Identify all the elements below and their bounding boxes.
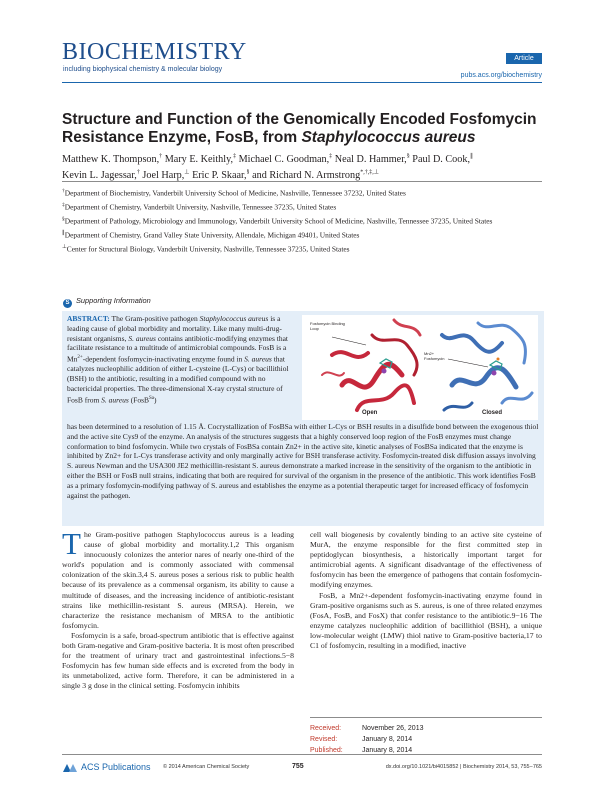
affiliation-divider [62,181,542,182]
footer-divider [62,754,542,755]
page-number: 755 [292,763,304,770]
author[interactable]: Mary E. Keithly,‡ [164,154,237,166]
affiliation: †Department of Biochemistry, Vanderbilt University School of Medicine, Nashville, Tennessee 37232, United States [62,188,406,198]
body-paragraph: Fosfomycin is a safe, broad-spectrum antibiotic that is effective against both Gram-negative and Gram-positive bacteria. It is most often prescribed for the treatment of urinary tract and gastrointestinal infections.5−8 Fosfomycin has few human side effects and is excreted from the body in its unmetabolized, active form. Therefore, it can be administered in a single 3 g dose in the clinical setting. Fosfomycin inhibits [62,630,294,691]
body-paragraph: The Gram-positive pathogen Staphylococcus aureus is a leading cause of global morbidity and mortality.1,2 This organism innocuously colonizes the anterior nares of nearly one-third of the world's population and is commonly associated with commensal colonization of the skin.3,4 S. aureus poses a serious risk to public health because of its prevalence as a commensal organism, its ability to cause a multitude of diseases, and the increasing incidence of antibiotic-resistant strains like methicillin-resistant S. aureus (MRSA). Herein, we characterize the resistance mechanism of MRSA to the antibiotic fosfomycin. [62,526,294,630]
article-type-badge: Article [506,53,542,64]
author-list [62,151,547,182]
fosfomycin-binding-loop-label: Fosfomycin Binding Loop [310,321,345,331]
paper-title-main: Structure and Function of the Genomically Encoded Fosfomycin Resistance Enzyme, FosB, from [62,111,537,146]
history-revised: Revised: January 8, 2014 [310,736,413,743]
abstract-text-lower: has been determined to a resolution of 1.15 Å. Cocrystallization of FosBSa with either L-Cys or BSH results in a disulfide bond between the exogenous thiol and the active site Cys9 of the enzyme. An analysis of the structures suggests that a highly conserved loop region of the FosB enzymes must change conformation to bind fosfomycin. While two crystals of FosBSa contain Zn2+ in the active site, kinetic analyses of FosBSa indicated that the enzyme is inhibited by Zn2+ for L-Cys transferase activity and only marginally active for BSH transferase activity. Fosfomycin-treated disk diffusion assays involving S. aureus Newman and the USA300 JE2 methicillin-resistant S. aureus demonstrate a marked increase in the sensitivity of the organism to the antibiotic in either the BSH or FosB null strains, indicating that both are required for survival of the organism in the presence of the antibiotic. This work identifies FosB as a primary fosfomycin-modifying pathway of S. aureus and establishes the enzyme as a potential therapeutic target for increased efficacy of fosfomycin against the pathogen. [67,422,539,500]
body-column-right [310,530,542,651]
affiliation-list [62,186,542,256]
journal-url-link[interactable]: pubs.acs.org/biochemistry [460,72,542,79]
mn-fosfomycin-label: Mn2+ Fosfomycin [424,351,445,361]
history-received: Received: November 26, 2013 [310,725,424,732]
publication-history [310,723,423,756]
author[interactable]: Joel Harp,⊥ [142,169,190,181]
author[interactable]: Eric P. Skaar,§ [192,169,250,181]
journal-subtitle: including biophysical chemistry & molecular biology [63,66,223,73]
doi-citation-link[interactable]: dx.doi.org/10.1021/bi4015852 | Biochemistry 2014, 53, 755−765 [385,764,542,770]
paper-title [62,111,542,147]
acs-publications-logo[interactable]: ACS Publications [62,761,151,773]
history-published: Published: January 8, 2014 [310,747,413,754]
abstract-text-upper: ABSTRACT: The Gram-positive pathogen Staphylococcus aureus is a leading cause of global morbidity and mortality. Like many multi-drug-resistant organisms, S. aureus contains antibiotic-modifying enzymes that facilitate resistance to a multitude of antimicrobial compounds. FosB is a $Mn^{2+}$-dependent fosfomycin-inactivating enzyme found in S. aureus that catalyzes nucleophilic addition of either L-cysteine (L-Cys) or bacillithiol (BSH) to the antibiotic, resulting in a modified compound with no bactericidal properties. The three-dimensional X-ray crystal structure of FosB from S. aureus (FosB$^{Sa}$) [67,314,289,405]
affiliation: ∥Department of Chemistry, Grand Valley State University, Allendale, Michigan 49401, United States [62,229,360,240]
author[interactable]: and Richard N. Armstrong*,†,‡,⊥ [252,169,379,181]
copyright-notice: © 2014 American Chemical Society [163,764,250,770]
author[interactable]: Neal D. Hammer,§ [334,154,410,166]
author[interactable]: Matthew K. Thompson,† [62,154,163,166]
author[interactable]: Kevin L. Jagessar,† [62,169,140,181]
affiliation: §Department of Pathology, Microbiology and Immunology, Vanderbilt University School of Medicine, Nashville, Tennessee 37235, United States [62,215,493,226]
supporting-info-icon: S [63,299,72,308]
journal-title: BIOCHEMISTRY [62,39,247,65]
body-column-left [62,526,294,692]
affiliation: ‡Department of Chemistry, Vanderbilt University, Nashville, Tennessee 37235, United States [62,201,337,212]
acs-logo-icon [62,761,78,773]
body-paragraph: FosB, a Mn2+-dependent fosfomycin-inactivating enzyme found in Gram-positive organisms such as S. aureus, is one of three related enzymes (FosA, FosB, and FosX) that confer resistance to the antibiotic.9−16 The enzyme catalyzes nucleophilic addition of bacillithiol (BSH), a unique low-molecular weight (LMW) thiol native to Gram-positive bacteria,17 to C1 of fosfomycin, resulting in a modified, inactive [310,590,542,651]
open-state-label: Open [362,410,378,416]
history-divider [310,717,542,718]
affiliation: ⊥Center for Structural Biology, Vanderbilt University, Nashville, Tennessee 37235, United States [62,243,350,254]
paper-title-species: Staphylococcus aureus [301,129,476,146]
toc-graphic [302,315,538,420]
supporting-information-link[interactable]: S Supporting Information [63,296,151,308]
abstract-label: ABSTRACT: [67,314,110,323]
body-paragraph: cell wall biogenesis by covalently binding to an active site cysteine of MurA, the enzyme responsible for the first committed step in peptidoglycan biosynthesis, a historically important target for antimicrobial agents. A significant disadvantage of the effectiveness of fosfomycin has been the emergence of pathogens that contain fosfomycin-modifying enzymes. [310,530,542,590]
author[interactable]: Michael C. Goodman,‡ [238,154,333,166]
drop-cap: T [62,526,81,561]
closed-state-label: Closed [482,410,503,416]
author[interactable]: Paul D. Cook,∥ [412,154,474,166]
header-divider [62,82,542,83]
